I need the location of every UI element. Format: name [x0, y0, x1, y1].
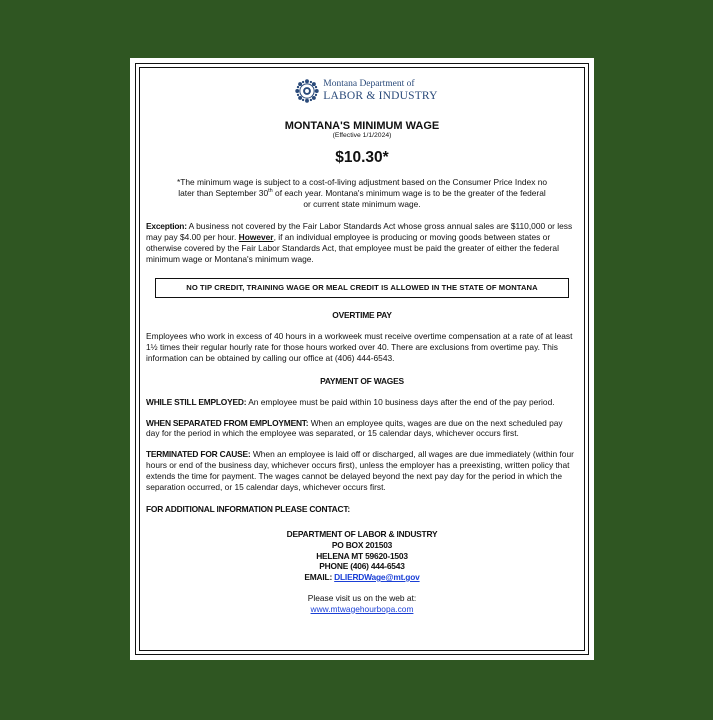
document-content [146, 78, 578, 615]
page-title: MONTANA'S MINIMUM WAGE [284, 120, 440, 132]
cola-note-sup: th [268, 187, 273, 194]
payment-item-label: WHEN SEPARATED FROM EMPLOYMENT: [146, 417, 309, 428]
payment-item-terminated [146, 449, 578, 493]
however-emphasis: However [238, 232, 274, 243]
exception-text-2: , if an individual employee is producing or moving goods between states or otherwise covered by the Fair Labor Standards Act, that employee must be paid the greater of either the federal minimum wage or Montana's minimum wage. [146, 232, 559, 265]
payment-item-label: TERMINATED FOR CAUSE: [146, 449, 251, 460]
payment-item-text: When an employee is laid off or discharged, all wages are due immediately (within four hours or end of the business day, whichever occurs first), unless the employer has a preexisting, written policy that extends the time for payment. The wages cannot be delayed beyond the next pay day for the period in which the separation occurred, or 15 calendar days, whichever occurs first. [146, 449, 574, 493]
minimum-wage-amount: $10.30* [335, 148, 389, 166]
payment-heading: PAYMENT OF WAGES [320, 375, 404, 386]
email-link[interactable]: DLIERDWage@mt.gov [334, 572, 420, 582]
payment-item-separated [146, 418, 578, 440]
contact-heading: FOR ADDITIONAL INFORMATION PLEASE CONTACT: [146, 504, 350, 515]
exception-text-1: A business not covered by the Fair Labor Standards Act whose gross annual sales are $110,000 or less may pay $4.00 per hour. [146, 221, 573, 243]
payment-item-text: An employee must be paid within 10 business days after the end of the pay period. [246, 396, 555, 407]
website-link[interactable]: www.mtwagehourbopa.com [310, 603, 414, 614]
po-box: PO BOX 201503 [331, 539, 393, 550]
payment-item-still-employed [146, 397, 578, 408]
cola-note-text-2: of each year. Montana's minimum wage is to be the greater of the federal or current state minimum wage. [272, 187, 546, 209]
payment-item-label: WHILE STILL EMPLOYED: [146, 396, 247, 407]
payment-item-text: When an employee quits, wages are due on the next scheduled pay day for the period in which the employee was separated, or 15 calendar days, whichever occurs first. [146, 417, 563, 439]
web-section [146, 593, 578, 615]
overtime-paragraph: Employees who work in excess of 40 hours in a workweek must receive overtime compensation at a rate of at least 1½ times their regular hourly rate for those hours worked over 40. There are exclusions from overtime pay. This information can be obtained by calling our office at (406) 444-6543. [146, 330, 573, 363]
cola-note-text-1: *The minimum wage is subject to a cost-of-living adjustment based on the Consumer Price Index no later than September 30 [176, 176, 548, 198]
effective-date: (Effective 1/1/2024) [332, 132, 392, 140]
exception-paragraph [146, 221, 578, 265]
department-name: DEPARTMENT OF LABOR & INDUSTRY [286, 529, 438, 539]
no-tip-credit-notice: NO TIP CREDIT, TRAINING WAGE OR MEAL CREDIT IS ALLOWED IN THE STATE OF MONTANA [155, 278, 569, 298]
cola-note [146, 177, 578, 210]
phone-line: PHONE (406) 444-6543 [319, 561, 405, 572]
overtime-heading: OVERTIME PAY [332, 310, 392, 321]
email-line [146, 572, 578, 583]
seal-icon [294, 78, 320, 104]
logo-text [323, 80, 437, 102]
logo-line-2: LABOR & INDUSTRY [323, 89, 438, 102]
document-page [130, 58, 594, 660]
web-text: Please visit us on the web at: [307, 592, 417, 603]
department-logo [154, 78, 578, 104]
city-line: HELENA MT 59620-1503 [316, 550, 408, 561]
email-label: EMAIL: [304, 572, 335, 582]
logo-line-1: Montana Department of [323, 78, 415, 89]
contact-address [146, 529, 578, 583]
exception-label: Exception: [146, 221, 187, 232]
